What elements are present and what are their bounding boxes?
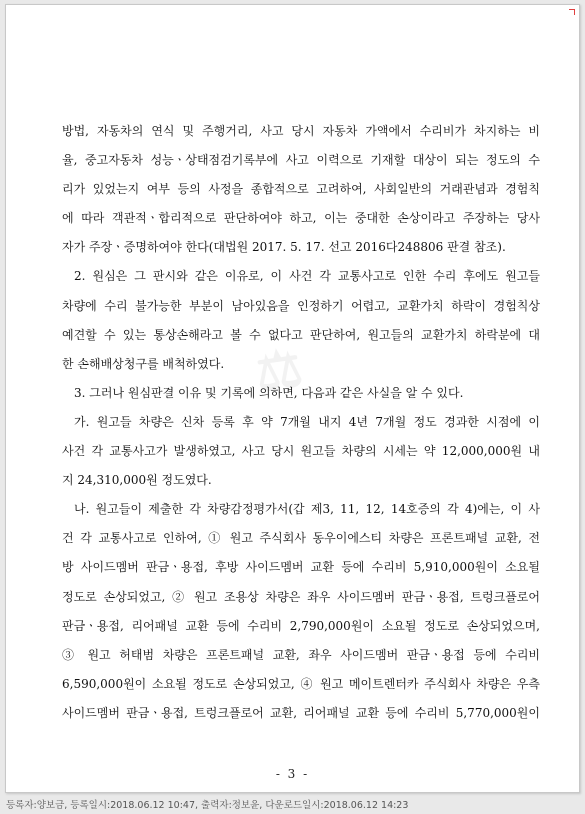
watermark-emblem: ⚖ [251, 336, 311, 405]
document-body [62, 117, 540, 728]
text-line: 정도로 손상되었고, ② 원고 조용상 차량은 좌우 사이드멤버 판금ㆍ용접, 트렁크플로어 [62, 589, 540, 604]
text-line: 예견할 수 있는 통상손해라고 볼 수 없다고 판단하여, 원고들의 교환가치 하락분에 대 [62, 327, 540, 342]
text-line: 에 따라 객관적ㆍ합리적으로 판단하여야 하고, 이는 중대한 손상이라고 주장하는 당사 [62, 211, 540, 226]
text-line: 율, 중고자동차 성능ㆍ상태점검기록부에 사고 이력으로 기재할 대상이 되는 정도의 수 [62, 153, 540, 168]
text-line: 지 24,310,000원 정도였다. [62, 473, 212, 488]
paragraph-3-start: 3. 그러나 원심판결 이유 및 기록에 의하면, 다음과 같은 사실을 알 수 있다. [74, 385, 464, 400]
document-page [5, 4, 580, 793]
page-corner-mark [569, 9, 575, 15]
paragraph-3a-start: 가. 원고들 차량은 신차 등록 후 약 7개월 내지 4년 7개월 정도 경과한 시점에 이 [74, 414, 540, 429]
text-line: 한 손해배상청구를 배척하였다. [62, 356, 225, 371]
paragraph-2-start: 2. 원심은 그 판시와 같은 이유로, 이 사건 각 교통사고로 인한 수리 후에도 원고들 [74, 269, 540, 284]
text-line: 방 사이드멤버 판금ㆍ용접, 후방 사이드멤버 교환 등에 수리비 5,910,000원이 소요될 [62, 560, 540, 575]
text-line: 사건 각 교통사고가 발생하였고, 사고 당시 원고들 차량의 시세는 약 12,000,000원 내 [62, 444, 540, 459]
text-line: ③ 원고 허태범 차량은 프론트패널 교환, 좌우 사이드멤버 판금ㆍ용접 등에 수리비 [62, 647, 540, 662]
text-line: 차량에 수리 불가능한 부분이 남아있음을 인정하기 어렵고, 교환가치 하락이 경험칙상 [62, 298, 540, 313]
text-line: 자가 주장ㆍ증명하여야 한다(대법원 2017. 5. 17. 선고 2016다248806 판결 참조). [62, 240, 506, 255]
text-line: 방법, 자동차의 연식 및 주행거리, 사고 당시 자동차 가액에서 수리비가 차지하는 비 [62, 124, 540, 138]
text-line: 리가 있었는지 여부 등의 사정을 종합적으로 고려하여, 사회일반의 거래관념과 경험칙 [62, 182, 540, 197]
page-number: - 3 - [275, 767, 310, 781]
text-line: 6,590,000원이 소요될 정도로 손상되었고, ④ 원고 메이트렌터카 주식회사 차량은 우측 [62, 676, 540, 691]
download-info-footer: 등록자:양보금, 등록일시:2018.06.12 10:47, 출력자:정보윤, 다운로드일시:2018.06.12 14:23 [6, 800, 409, 811]
paragraph-3b-start: 나. 원고들이 제출한 각 차량감정평가서(갑 제3, 11, 12, 14호증의 각 4)에는, 이 사 [74, 502, 540, 517]
text-line: 건 각 교통사고로 인하여, ① 원고 주식회사 동우이에스티 차량은 프론트패널 교환, 전 [62, 531, 540, 546]
text-line: 판금ㆍ용접, 리어패널 교환 등에 수리비 2,790,000원이 소요될 정도로 손상되었으며, [62, 618, 540, 633]
text-line: 사이드멤버 판금ㆍ용접, 트렁크플로어 교환, 리어패널 교환 등에 수리비 5,770,000원이 [62, 705, 540, 720]
